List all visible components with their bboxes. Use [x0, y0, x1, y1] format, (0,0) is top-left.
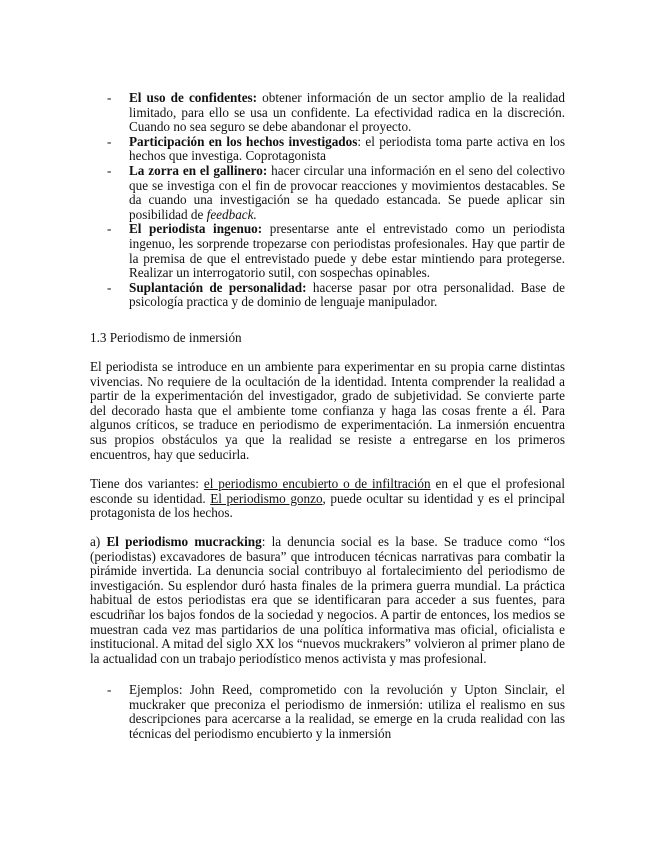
paragraph-inmersion: El periodista se introduce en un ambiente para experimentar en su propia carne distintas vivencias. No requiere de la ocultación de la identidad. Intenta comprender la realidad a partir de la experimentación del investigador, grado de subjetividad. Se convierte parte del decorado hasta que el ambiente tome confianza y haga las cosas frente a él. Para algunos críticos, se traduce en periodismo de experimentación. La inmersión encuentra sus propios obstáculos ya que la realidad se resiste a entregarse en los primeros encuentros, hay que seducirla.: [90, 359, 565, 462]
bullet-dash: -: [107, 162, 112, 178]
list-item: [107, 91, 565, 135]
paragraph-text: , puede ocultar su identidad y es el principal protagonista de los hechos.: [90, 490, 565, 521]
list-item-text: Ejemplos: John Reed, comprometido con la revolución y Upton Sinclair, el muckraker que preconiza el periodismo de inmersión: utiliza el realismo en sus descripciones para acercarse a la realidad, se emerge en la cruda realidad con las técnicas del periodismo encubierto y la inmersión: [129, 682, 565, 741]
technique-list: [107, 91, 565, 310]
list-item: [107, 683, 565, 741]
paragraph-mucracking: [90, 535, 565, 666]
bold-term: El periodismo mucracking: [106, 534, 262, 549]
underlined-term: El periodismo gonzo: [210, 490, 323, 506]
paragraph-text: en el que el profesional esconde su identidad.: [90, 476, 565, 506]
list-item-text: hacer circular una información en el seno del colectivo que se investiga con el fin de provocar reacciones y movimientos destacables. Se da cuando una investigación se ha quedado estancada. Se puede aplicar sin posibilidad de: [129, 162, 565, 222]
bullet-dash: -: [107, 682, 112, 697]
list-item: [107, 164, 565, 222]
list-item: [107, 135, 565, 164]
paragraph-text: Tiene dos variantes:: [90, 476, 204, 491]
section-heading: 1.3 Periodismo de inmersión: [90, 330, 242, 345]
list-item-text: presentarse ante el entrevistado como un periodista ingenuo, les sorprende tropezarse con periodistas profesionales. Hay que partir de la premisa de que el entrevistado puede y debe estar mintiendo para protegerse. Realizar un interrogatorio sutil, con sospechas opinables.: [129, 221, 565, 281]
list-item-italic: feedback.: [206, 206, 257, 222]
list-item-term: Participación en los hechos investigados: [129, 133, 358, 149]
paragraph-text: a): [90, 534, 107, 549]
list-item: [107, 281, 565, 310]
bullet-dash: -: [107, 279, 112, 295]
list-item: [107, 222, 565, 280]
underlined-term: el periodismo encubierto o de infiltración: [203, 476, 431, 491]
list-item-text: hacerse pasar por otra personalidad. Base de psicología practica y de dominio de lenguaje manipulador.: [129, 279, 566, 310]
list-item-text: obtener información de un sector amplio de la realidad limitado, para ello se usa un confidente. La efectividad radica en la discreción. Cuando no sea seguro se debe abandonar el proyecto.: [129, 90, 565, 135]
bullet-dash: -: [107, 90, 112, 105]
paragraph-text: : la denuncia social es la base. Se traduce como “los (periodistas) excavadores de basura” que introducen técnicas narrativas para combatir la pirámide invertida. La denuncia social contribuyo al fortalecimiento del periodismo de investigación. Su esplendor duró hasta finales de la primera guerra mundial. La práctica habitual de estos periodistas era que se identificaran para acceder a sus fuentes, para escudriñar los bajos fondos de la sociedad y negocios. A partir de entonces, los medios se muestran cada vez mas partidarios de una política informativa mas oficial, oficialista e institucional. A mitad del siglo XX los “nuevos muckrakers” volvieron al primer plano de la actualidad con un trabajo periodístico menos activista y mas profesional.: [90, 534, 565, 666]
list-item-term: Suplantación de personalidad:: [129, 279, 307, 295]
list-item-term: La zorra en el gallinero:: [129, 162, 268, 178]
bullet-dash: -: [107, 221, 112, 237]
examples-list: [107, 683, 565, 741]
paragraph-variantes: [90, 477, 565, 521]
bullet-dash: -: [107, 133, 112, 149]
list-item-term: El uso de confidentes:: [129, 90, 258, 105]
list-item-text: : el periodista toma parte activa en los hechos que investiga. Coprotagonista: [129, 133, 565, 164]
list-item-term: El periodista ingenuo:: [129, 221, 263, 237]
